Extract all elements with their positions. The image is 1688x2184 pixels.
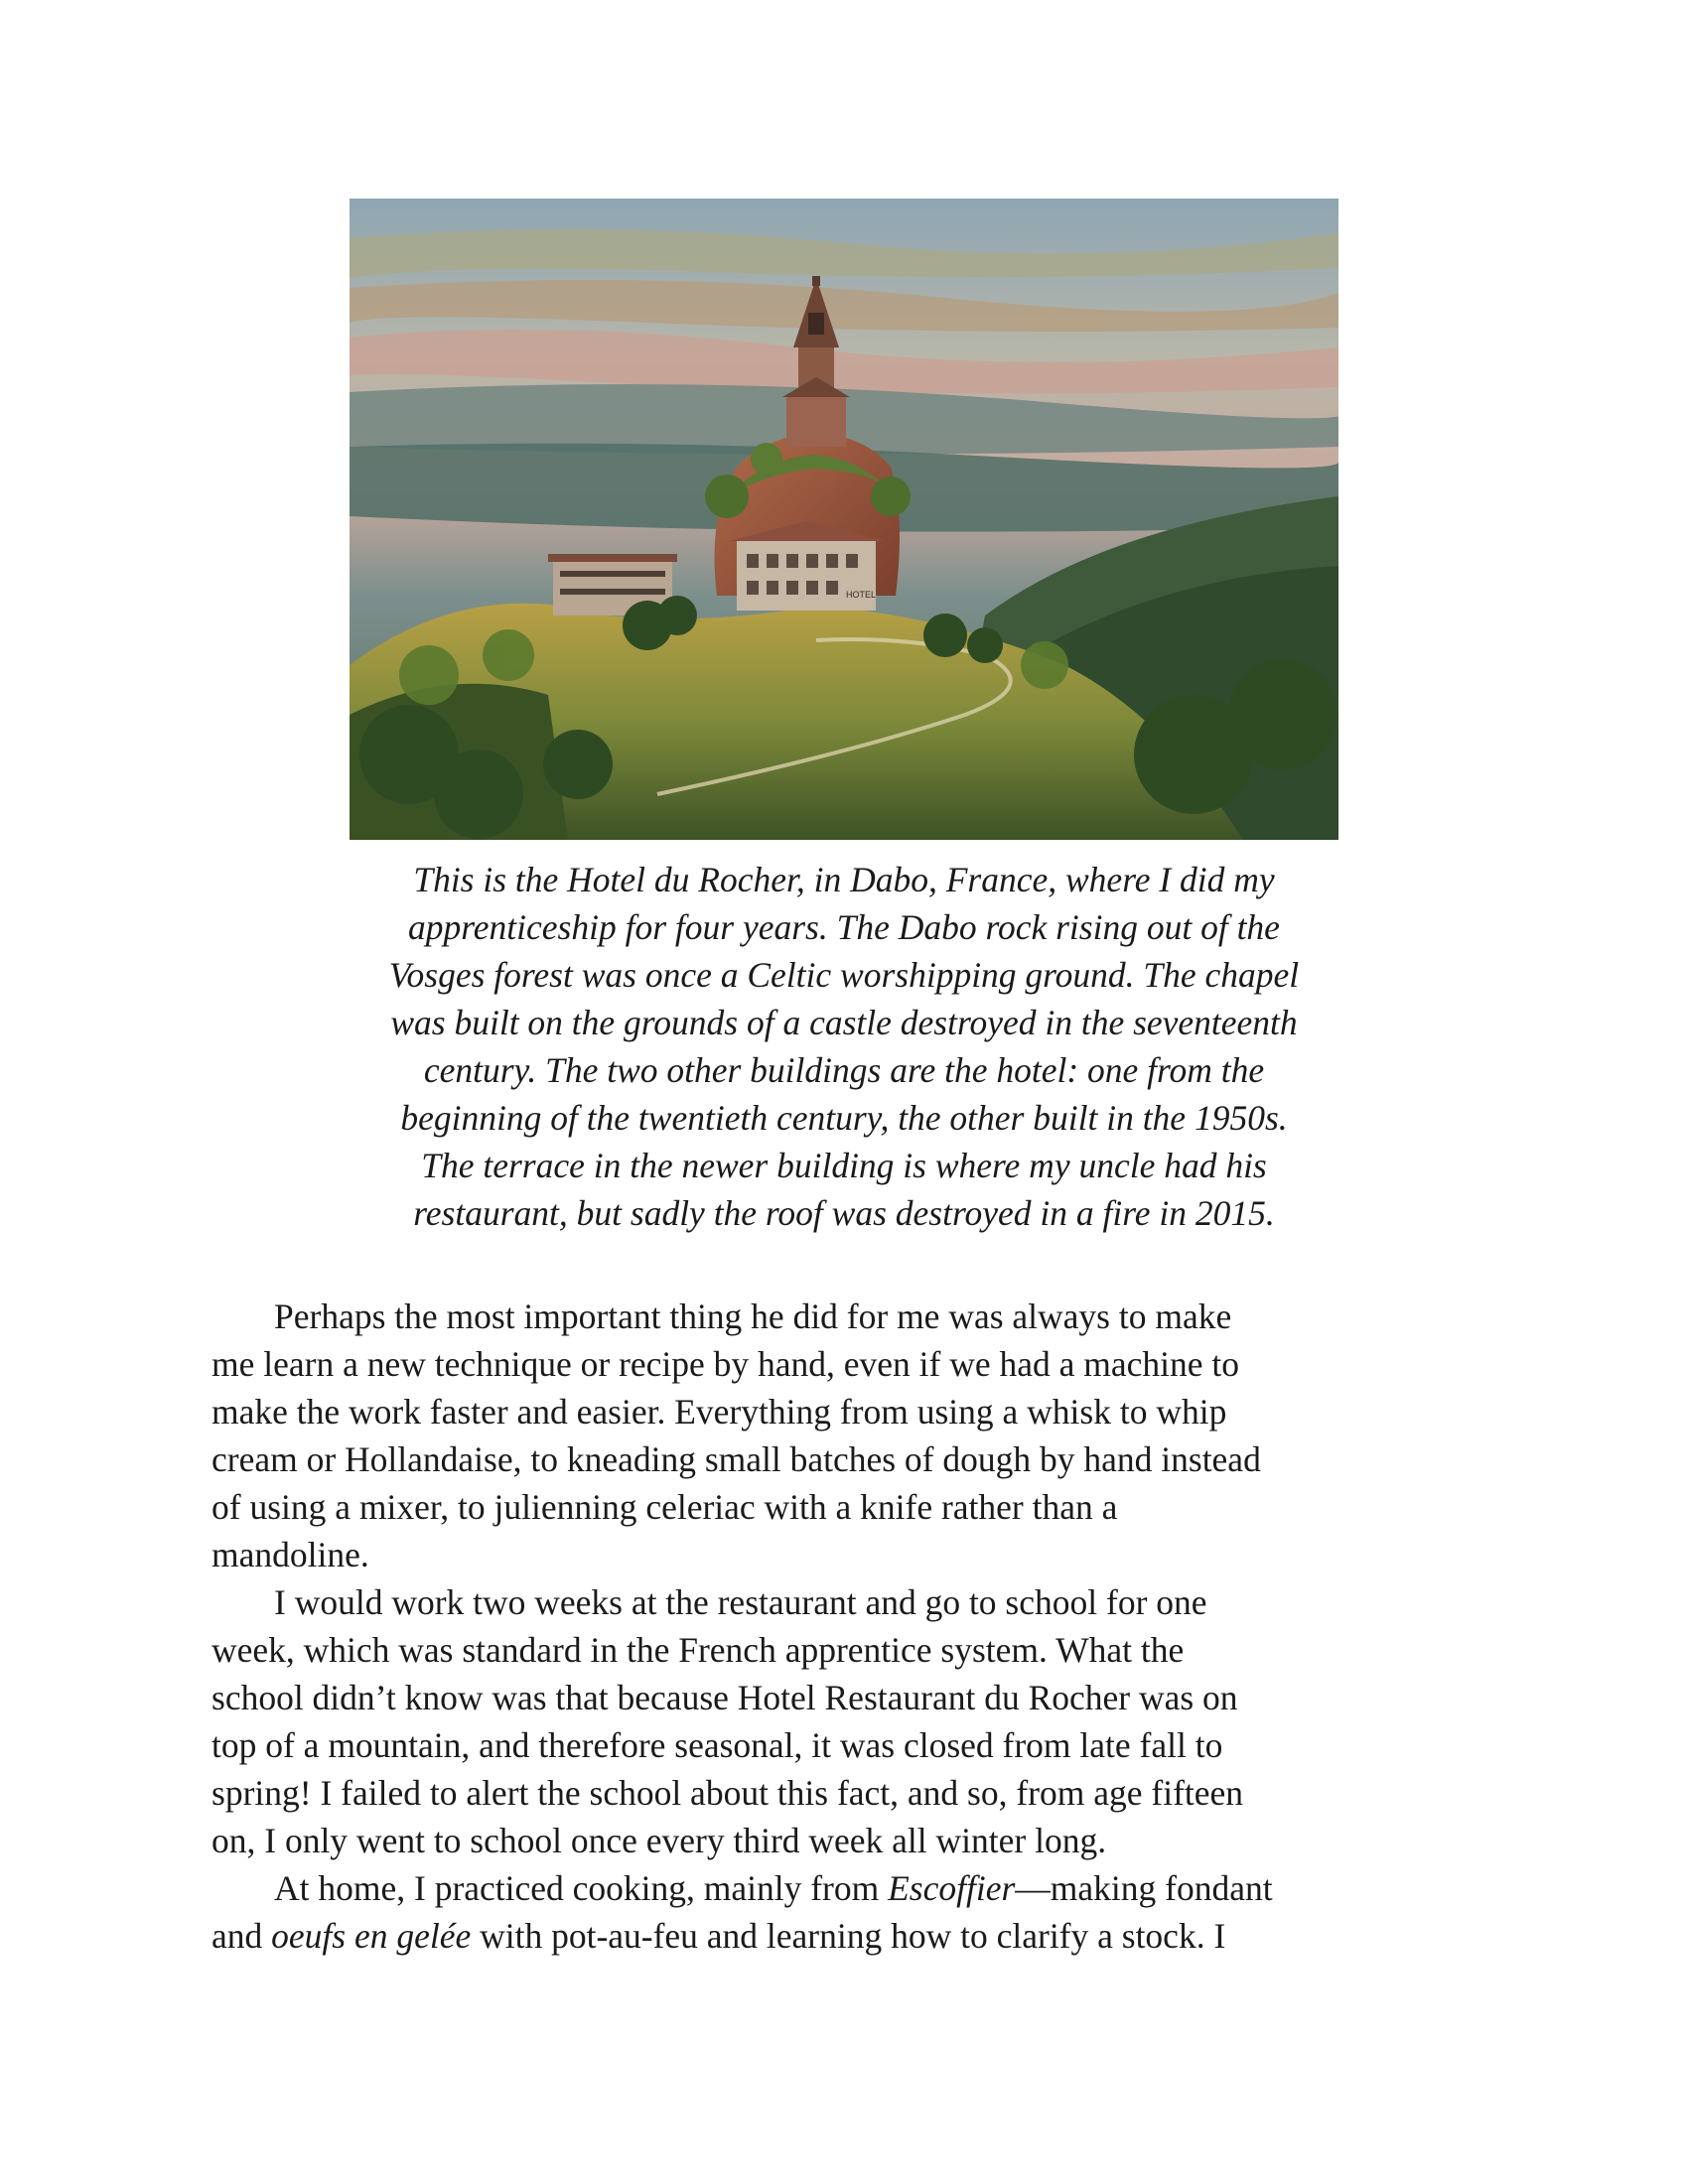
paragraph-1 — [211, 1293, 1502, 1578]
dish-name-italic: oeufs en gelée — [271, 1916, 472, 1956]
caption-line: was built on the grounds of a castle destroyed in the seventeenth — [390, 1003, 1298, 1042]
caption-line: restaurant, but sadly the roof was destroyed in a fire in 2015. — [413, 1193, 1275, 1233]
text-line: me learn a new technique or recipe by hand, even if we had a machine to — [211, 1344, 1239, 1384]
text-line — [211, 1864, 1502, 1912]
text-run: with pot-au-feu and learning how to clarify a stock. I — [471, 1916, 1226, 1956]
text-line: mandoline. — [211, 1535, 369, 1574]
text-line: week, which was standard in the French apprentice system. What the — [211, 1630, 1185, 1670]
caption-line: apprenticeship for four years. The Dabo rock rising out of the — [408, 907, 1280, 947]
text-line — [211, 1912, 1502, 1960]
text-line: cream or Hollandaise, to kneading small batches of dough by hand instead — [211, 1439, 1261, 1479]
text-run: At home, I practiced cooking, mainly from — [274, 1868, 889, 1908]
text-line: school didn’t know was that because Hotel Restaurant du Rocher was on — [211, 1678, 1238, 1717]
paragraph-3 — [211, 1864, 1502, 1960]
text-run: and — [211, 1916, 272, 1956]
hotel-du-rocher-photo — [350, 199, 1338, 840]
caption-line: beginning of the twentieth century, the other built in the 1950s. — [400, 1098, 1288, 1138]
caption-line: Vosges forest was once a Celtic worshipping ground. The chapel — [388, 955, 1300, 995]
book-title-escoffier: Escoffier — [888, 1868, 1016, 1908]
caption-line: This is the Hotel du Rocher, in Dabo, France, where I did my — [413, 860, 1275, 899]
text-line: top of a mountain, and therefore seasonal, it was closed from late fall to — [211, 1725, 1223, 1765]
text-line: of using a mixer, to julienning celeriac with a knife rather than a — [211, 1487, 1118, 1527]
text-line: Perhaps the most important thing he did for me was always to make — [274, 1297, 1232, 1336]
photo-caption — [248, 856, 1440, 1237]
body-text — [211, 1293, 1502, 1960]
caption-line: The terrace in the newer building is where my uncle had his — [421, 1146, 1267, 1185]
text-line: spring! I failed to alert the school about this fact, and so, from age fifteen — [211, 1773, 1244, 1813]
text-line: I would work two weeks at the restaurant and go to school for one — [274, 1582, 1207, 1622]
caption-line: century. The two other buildings are the hotel: one from the — [423, 1050, 1265, 1090]
text-run: —making fondant — [1015, 1868, 1273, 1908]
paragraph-2 — [211, 1578, 1502, 1864]
text-line: make the work faster and easier. Everything from using a whisk to whip — [211, 1392, 1227, 1432]
text-line: on, I only went to school once every third week all winter long. — [211, 1821, 1107, 1860]
hotel-sign: HOTEL — [846, 590, 877, 600]
landscape-illustration — [350, 199, 1338, 840]
